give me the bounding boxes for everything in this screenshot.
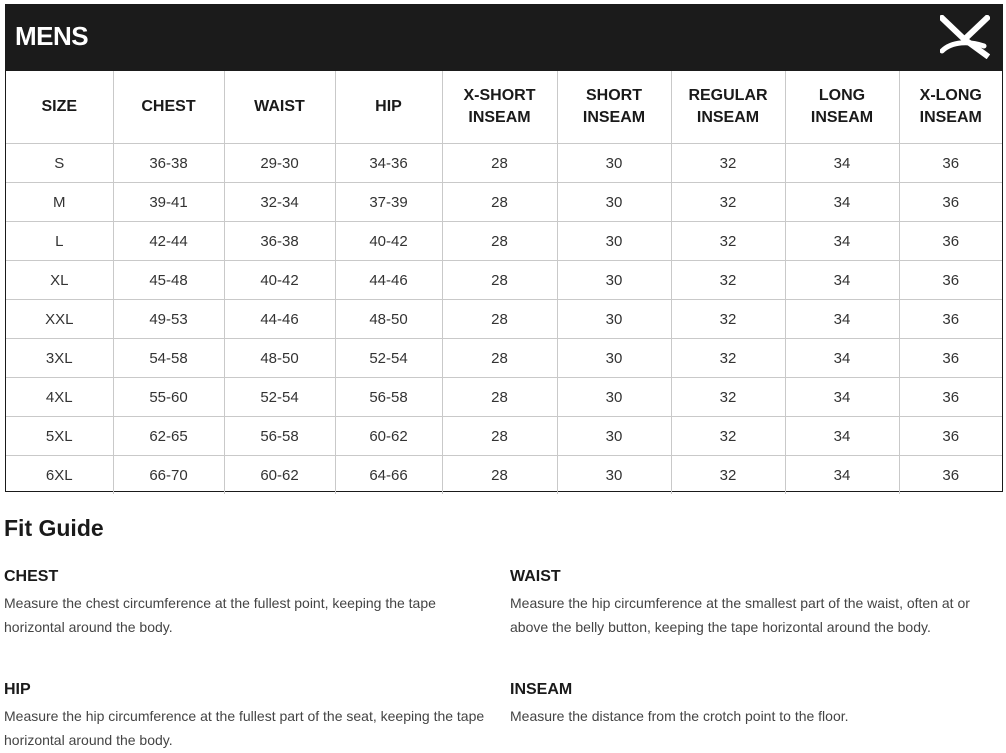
fit-guide-inseam xyxy=(510,681,1006,728)
table-cell: 34 xyxy=(785,339,899,378)
chest-text: Measure the chest circumference at the fullest point, keeping the tape horizontal around the body. xyxy=(4,595,436,635)
x-swoosh-logo-icon xyxy=(940,15,990,59)
table-cell: 34 xyxy=(785,222,899,261)
waist-text: Measure the hip circumference at the smallest part of the waist, often at or above the belly button, keeping the tape horizontal around the body. xyxy=(510,595,970,635)
hip-text: Measure the hip circumference at the fullest part of the seat, keeping the tape horizontal around the body. xyxy=(4,708,485,748)
table-cell: 60-62 xyxy=(335,417,442,456)
table-cell: 36 xyxy=(899,261,1002,300)
column-header: CHEST xyxy=(113,71,224,144)
inseam-heading: INSEAM xyxy=(510,681,573,698)
table-cell: 30 xyxy=(557,261,671,300)
table-cell: 30 xyxy=(557,300,671,339)
table-cell: 34 xyxy=(785,378,899,417)
table-cell: 36 xyxy=(899,417,1002,456)
table-cell: 36-38 xyxy=(113,144,224,183)
table-row xyxy=(6,456,1002,495)
table-cell: 30 xyxy=(557,222,671,261)
table-cell: 36 xyxy=(899,456,1002,495)
hip-heading: HIP xyxy=(4,681,31,698)
table-cell: 39-41 xyxy=(113,183,224,222)
table-cell: 40-42 xyxy=(335,222,442,261)
table-cell: 32 xyxy=(671,339,785,378)
table-cell: 30 xyxy=(557,417,671,456)
chest-heading: CHEST xyxy=(4,568,59,585)
table-cell: 32 xyxy=(671,183,785,222)
inseam-text: Measure the distance from the crotch point to the floor. xyxy=(510,708,849,724)
table-cell: 45-48 xyxy=(113,261,224,300)
table-cell: 34 xyxy=(785,261,899,300)
table-cell: 54-58 xyxy=(113,339,224,378)
table-cell: 55-60 xyxy=(113,378,224,417)
table-cell: 62-65 xyxy=(113,417,224,456)
table-row xyxy=(6,300,1002,339)
table-cell: 34 xyxy=(785,144,899,183)
table-cell: 28 xyxy=(442,222,557,261)
size-cell: XL xyxy=(6,261,113,300)
table-cell: 28 xyxy=(442,417,557,456)
table-row xyxy=(6,183,1002,222)
size-table xyxy=(6,71,1002,494)
banner-title: MENS xyxy=(15,21,89,51)
table-cell: 44-46 xyxy=(335,261,442,300)
table-cell: 28 xyxy=(442,378,557,417)
size-cell: L xyxy=(6,222,113,261)
table-row xyxy=(6,222,1002,261)
table-cell: 32 xyxy=(671,300,785,339)
table-row xyxy=(6,417,1002,456)
table-cell: 36-38 xyxy=(224,222,335,261)
column-header: WAIST xyxy=(224,71,335,144)
table-row xyxy=(6,378,1002,417)
column-header: X-SHORT INSEAM xyxy=(442,71,557,144)
column-header: REGULAR INSEAM xyxy=(671,71,785,144)
table-cell: 42-44 xyxy=(113,222,224,261)
table-cell: 32 xyxy=(671,417,785,456)
table-cell: 28 xyxy=(442,456,557,495)
table-body xyxy=(6,144,1002,495)
fit-guide-hip xyxy=(4,681,504,752)
table-cell: 36 xyxy=(899,300,1002,339)
table-cell: 28 xyxy=(442,261,557,300)
table-row xyxy=(6,261,1002,300)
table-cell: 36 xyxy=(899,339,1002,378)
column-header: HIP xyxy=(335,71,442,144)
size-cell: 4XL xyxy=(6,378,113,417)
table-cell: 44-46 xyxy=(224,300,335,339)
table-cell: 32 xyxy=(671,456,785,495)
fit-guide-waist xyxy=(510,568,980,639)
column-header: SIZE xyxy=(6,71,113,144)
size-cell: XXL xyxy=(6,300,113,339)
table-cell: 36 xyxy=(899,183,1002,222)
table-header-row xyxy=(6,71,1002,144)
table-cell: 48-50 xyxy=(335,300,442,339)
size-cell: 5XL xyxy=(6,417,113,456)
size-cell: M xyxy=(6,183,113,222)
table-cell: 28 xyxy=(442,144,557,183)
table-cell: 28 xyxy=(442,183,557,222)
table-cell: 60-62 xyxy=(224,456,335,495)
table-cell: 49-53 xyxy=(113,300,224,339)
size-cell: 3XL xyxy=(6,339,113,378)
table-row xyxy=(6,144,1002,183)
table-cell: 48-50 xyxy=(224,339,335,378)
waist-heading: WAIST xyxy=(510,568,561,585)
table-cell: 56-58 xyxy=(224,417,335,456)
table-cell: 30 xyxy=(557,144,671,183)
table-cell: 36 xyxy=(899,144,1002,183)
column-header: LONG INSEAM xyxy=(785,71,899,144)
table-cell: 32 xyxy=(671,261,785,300)
column-header: X-LONG INSEAM xyxy=(899,71,1002,144)
table-cell: 32-34 xyxy=(224,183,335,222)
table-cell: 28 xyxy=(442,339,557,378)
table-cell: 37-39 xyxy=(335,183,442,222)
table-cell: 30 xyxy=(557,183,671,222)
table-cell: 66-70 xyxy=(113,456,224,495)
table-cell: 34 xyxy=(785,417,899,456)
table-cell: 30 xyxy=(557,378,671,417)
table-cell: 34-36 xyxy=(335,144,442,183)
size-chart xyxy=(5,4,1003,492)
table-cell: 40-42 xyxy=(224,261,335,300)
table-cell: 34 xyxy=(785,300,899,339)
table-cell: 52-54 xyxy=(224,378,335,417)
table-cell: 64-66 xyxy=(335,456,442,495)
table-cell: 56-58 xyxy=(335,378,442,417)
table-cell: 34 xyxy=(785,183,899,222)
fit-guide-title: Fit Guide xyxy=(4,515,104,541)
table-cell: 36 xyxy=(899,222,1002,261)
fit-guide-chest xyxy=(4,568,500,639)
table-cell: 30 xyxy=(557,456,671,495)
table-cell: 32 xyxy=(671,378,785,417)
table-cell: 36 xyxy=(899,378,1002,417)
table-cell: 52-54 xyxy=(335,339,442,378)
table-cell: 28 xyxy=(442,300,557,339)
table-row xyxy=(6,339,1002,378)
mens-banner xyxy=(6,5,1002,71)
table-cell: 34 xyxy=(785,456,899,495)
size-cell: 6XL xyxy=(6,456,113,495)
table-cell: 32 xyxy=(671,144,785,183)
table-cell: 30 xyxy=(557,339,671,378)
table-cell: 29-30 xyxy=(224,144,335,183)
column-header: SHORT INSEAM xyxy=(557,71,671,144)
size-cell: S xyxy=(6,144,113,183)
table-cell: 32 xyxy=(671,222,785,261)
